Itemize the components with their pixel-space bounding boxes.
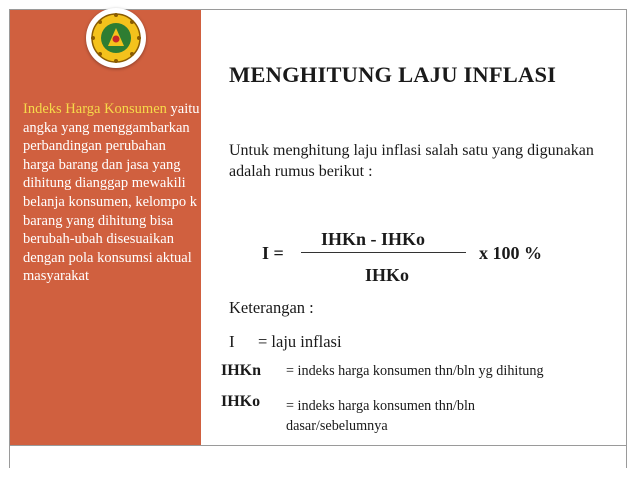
formula-multiplier: x 100 % <box>479 243 542 263</box>
legend-symbol-i: I <box>229 332 235 351</box>
university-emblem-icon <box>86 8 146 68</box>
legend-symbol-ihko: IHKo <box>221 393 261 410</box>
sidebar-definition <box>23 100 201 286</box>
legend-desc-ihko: = indeks harga konsumen thn/bln dasar/sebelumnya <box>286 398 476 434</box>
formula-denominator: IHKo <box>365 265 410 285</box>
legend-desc-i: = laju inflasi <box>258 332 342 351</box>
legend-heading: Keterangan : <box>229 298 314 317</box>
bottom-strip <box>10 445 626 468</box>
legend-desc-ihkn: = indeks harga konsumen thn/bln yg dihitung <box>286 363 544 379</box>
fraction-bar <box>301 252 466 253</box>
definition-term: Indeks Harga Konsumen <box>23 101 167 117</box>
legend-symbol-ihkn: IHKn <box>221 362 262 379</box>
definition-text: yaitu angka yang menggambarkan perbandingan perubahan harga barang dan jasa yang dihitung dianggap mewakili belanja konsumen, kelompo k barang yang dihitung bisa berubah-ubah disesuaikan dengan pola konsumsi aktual masyarakat <box>23 101 200 285</box>
intro-text: Untuk menghitung laju inflasi salah satu yang digunakan adalah rumus berikut : <box>229 142 594 180</box>
formula-numerator: IHKn - IHKo <box>321 229 426 249</box>
page-title: MENGHITUNG LAJU INFLASI <box>229 62 557 87</box>
formula-lhs: I = <box>262 243 284 263</box>
